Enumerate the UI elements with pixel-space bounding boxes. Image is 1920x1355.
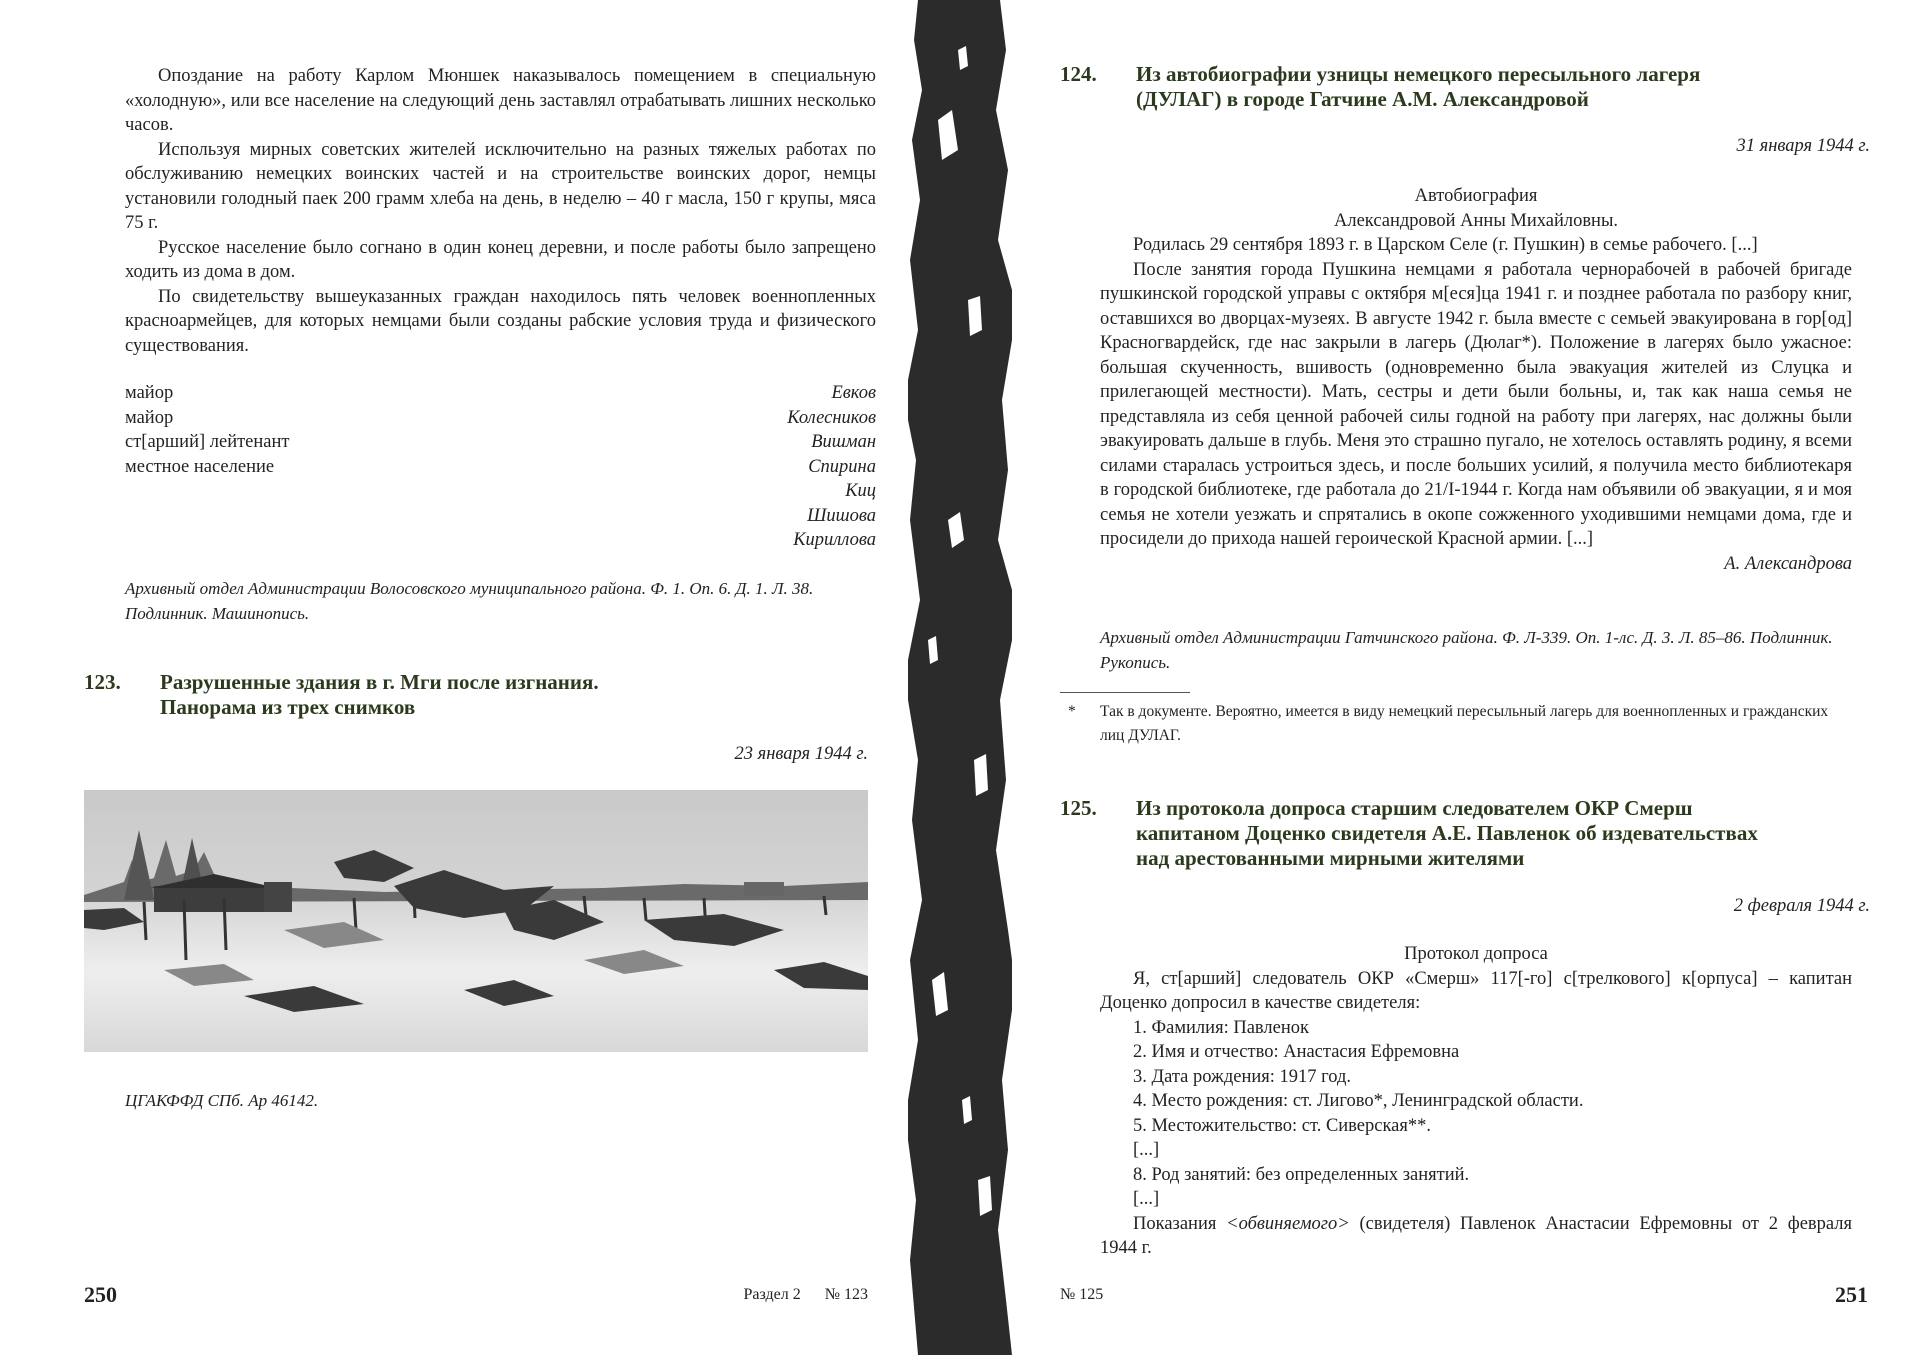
protocol-text [1100,942,1852,1261]
running-head: Раздел 2 № 123 [743,1286,868,1303]
signature-name: Спирина [808,456,876,477]
right-page [1012,0,1920,1355]
running-head: № 125 [1060,1286,1104,1303]
document-title-line: Панорама из трех снимков [160,695,416,719]
document-heading [84,670,599,720]
testimony-struck-text: <обвиняемого> [1226,1213,1350,1234]
list-item: 8. Род занятий: без определенных занятий. [1133,1164,1470,1185]
panorama-photo [84,790,868,1052]
intro-text [125,64,876,358]
signature-name: Шишова [807,505,876,526]
photo-source [125,1088,876,1113]
protocol-heading: Протокол допроса [1404,944,1548,964]
testimony-text: (свидетеля) Павленок Анастасии Ефремовны от 2 февраля 1944 г. [1100,1213,1853,1258]
signature-name: Колесников [787,407,876,428]
photo-source-text: ЦГАКФФД СПб. Ар 46142. [125,1091,319,1110]
signature-name: Киц [845,481,876,501]
autobiography-subheading: Александровой Анны Михайловны. [1333,210,1619,231]
left-page [0,0,908,1355]
signature-rank: майор [125,383,174,403]
signature-rank: местное население [125,456,275,477]
document-heading [1060,796,1758,871]
signature-row [125,504,876,529]
paragraph: Русское население было согнано в один конец деревни, и после работы было запрещено ходить из дома в дом. [125,237,876,282]
gutter-decoration [908,0,1012,1355]
signature-row [125,430,876,455]
snow-ruins-photo [84,790,868,1052]
paragraph: Опоздание на работу Карлом Мюншек наказывалось помещением в специальную «холодную», или все население на следующий день заставлял отрабатывать лишних несколько часов. [125,66,876,135]
list-item: 1. Фамилия: Павленок [1133,1017,1309,1038]
list-item: 5. Местожительство: ст. Сиверская**. [1133,1115,1432,1136]
document-number: 125. [1060,796,1097,820]
document-number: 123. [84,670,121,694]
paragraph: Родилась 29 сентября 1893 г. в Царском Селе (г. Пушкин) в семье рабочего. [...] [1133,235,1758,255]
list-item: 2. Имя и отчество: Анастасия Ефремовна [1133,1042,1460,1062]
document-number: 124. [1060,62,1097,86]
signature-name: Кириллова [793,530,876,550]
signature-row [125,455,876,480]
footnote-rule [1060,692,1190,693]
document-title-line: (ДУЛАГ) в городе Гатчине А.М. Александровой [1136,87,1589,111]
paragraph: По свидетельству вышеуказанных граждан находилось пять человек военнопленных красноармейцев, для которых немцами были созданы рабские условия труда и физического существования. [125,286,876,356]
signature-row [125,406,876,431]
page-number: 251 [1835,1282,1868,1307]
document-date: 23 января 1944 г. [734,744,868,764]
autobiography-heading: Автобиография [1414,186,1538,206]
document-title-line: над арестованными мирными жителями [1136,846,1525,870]
document-title-line: Из протокола допроса старшим следователем ОКР Смерш [1136,796,1693,820]
signature-row [125,479,876,504]
archive-reference [125,576,876,626]
paragraph: Используя мирных советских жителей исключительно на разных тяжелых работах по обслуживанию немецких воинских частей и на строительстве воинских дорог, немцы установили голодный паек 200 грамм хлеба на день, в неделю – 40 г масла, 150 г крупы, мяса 75 г. [125,139,876,233]
document-title [160,670,599,720]
list-item: 3. Дата рождения: 1917 год. [1133,1066,1352,1087]
footnote [1068,700,1844,748]
document-heading [1060,62,1700,112]
document-title [1136,796,1758,871]
document-title [1136,62,1700,112]
list-item: 4. Место рождения: ст. Лигово*, Ленинградской области. [1133,1091,1584,1111]
archive-reference-text: Архивный отдел Администрации Гатчинского района. Ф. Л-339. Оп. 1-лс. Д. 3. Л. 85–86. Подлинник. Рукопись. [1100,628,1833,672]
signature-name: Евков [831,383,876,403]
paragraph [1100,1212,1852,1261]
archive-reference [1100,625,1852,675]
signature-name: А. Александрова [1724,553,1852,574]
list-item: [...] [1133,1140,1160,1160]
document-date: 2 февраля 1944 г. [1733,896,1870,916]
footnote-mark: * [1068,703,1076,720]
paragraph: После занятия города Пушкина немцами я работала чернорабочей в рабочей бригаде пушкинской городской управы с октября м[еся]ца 1941 г. и позднее работала по разбору книг, оставшихся во дворцах-музеях. В августе 1942 г. была вместе с семьей эвакуирована в гор[од] Красногвардейск, где нас закрыли в лагерь (Дюлаг*). Положение в лагерях было ужасное: большая скученность, вшивость (одновременно была эвакуация жителей из Слуцка и прилегающей местности). Мать, сестры и дети были больны, и, так как наша семья не представляла из себя ценной рабочей силы годной на работу при лагерях, нас должны были эвакуировать дальше в глубь. Меня это страшно пугало, не хотелось оставлять родину, я всеми силами старалась устроиться здесь, и после больших усилий, я получила место библиотекаря в городской библиотеке, где работала до 21/I-1944 г. Когда нам объявили об эвакуации, я и моя семья не хотели уезжать и спрятались в окопе сожженного уходившими немцами дома, где и просидели до прихода нашей героической Красной армии. [...] [1100,259,1852,549]
signature-rank: ст[арший] лейтенант [125,432,290,452]
document-title-line: Разрушенные здания в г. Мги после изгнания. [160,670,599,694]
autobiography-text [1100,184,1852,576]
signature-row [125,381,876,406]
paragraph: Я, ст[арший] следователь ОКР «Смерш» 117[-го] с[трелкового] к[орпуса] – капитан Доценко допросил в качестве свидетеля: [1100,968,1852,1013]
signature-block [125,381,876,553]
document-title-line: Из автобиографии узницы немецкого пересыльного лагеря [1136,62,1701,86]
page-number: 250 [84,1282,117,1307]
footnote-text: Так в документе. Вероятно, имеется в виду немецкий пересыльный лагерь для военнопленных и гражданских лиц ДУЛАГ. [1100,703,1829,744]
testimony-text: Показания [1133,1213,1227,1234]
signature-row [125,528,876,553]
document-date: 31 января 1944 г. [1736,136,1870,156]
signature-rank: майор [125,407,174,428]
signature-name: Вишман [811,432,876,452]
list-item: [...] [1133,1189,1160,1209]
archive-reference-text: Архивный отдел Администрации Волосовского муниципального района. Ф. 1. Оп. 6. Д. 1. Л. 38. Подлинник. Машинопись. [125,579,814,623]
document-title-line: капитаном Доценко свидетеля А.Е. Павленок об издевательствах [1136,821,1758,845]
